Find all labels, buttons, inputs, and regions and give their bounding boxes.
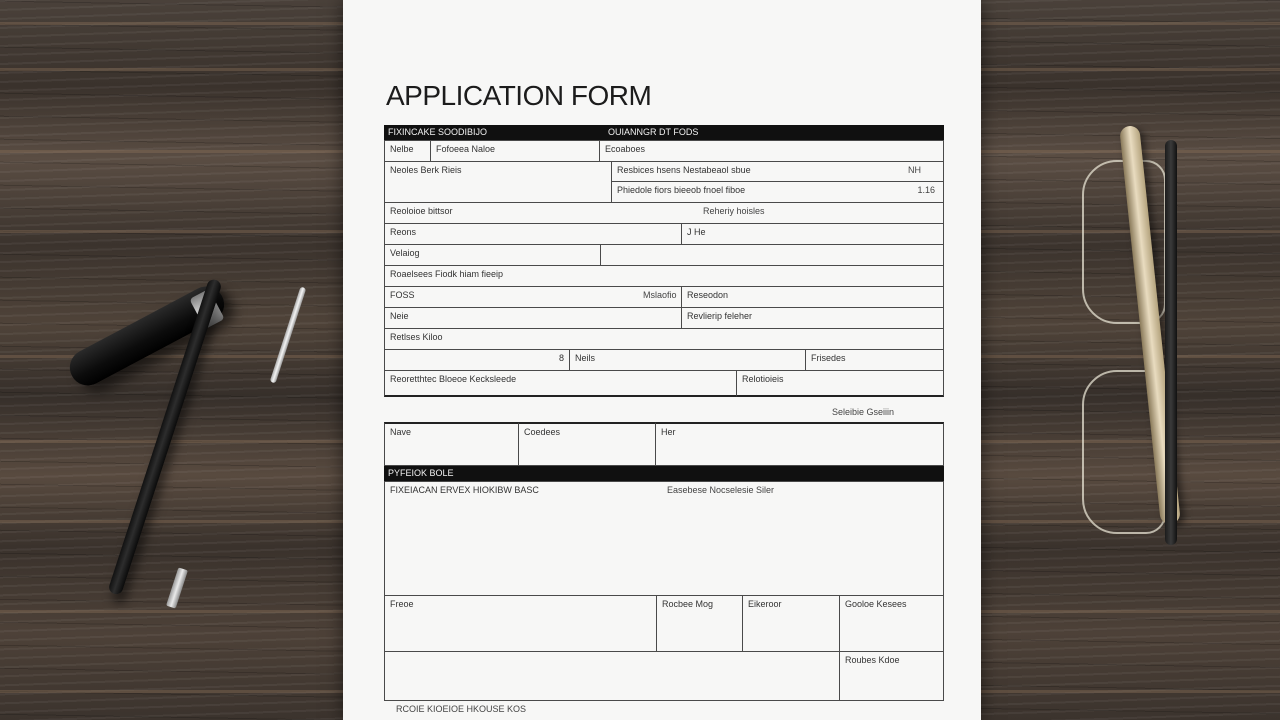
field-label[interactable] [611, 161, 944, 182]
field-label[interactable]: Eikeroor [742, 595, 840, 652]
signature-line: Seleibie Gseiiin [832, 407, 895, 417]
field-text: Reoloioe bittsor [390, 206, 453, 216]
application-form-paper [343, 0, 981, 720]
field-text: FOSS [390, 290, 415, 300]
field-label[interactable]: Relotioieis [736, 370, 944, 397]
field-input[interactable] [384, 651, 840, 701]
field-label[interactable]: Her [655, 422, 944, 466]
field-label[interactable]: Nave [384, 422, 519, 466]
field-label[interactable]: Gooloe Kesees [839, 595, 944, 652]
field-text: Mslaofio [643, 290, 677, 300]
field-label[interactable]: Rocbee Mog [656, 595, 743, 652]
field-text: Phiedole fiors bieeob fnoel fiboe [617, 185, 746, 195]
field-label[interactable]: Reons [384, 223, 682, 245]
field-label[interactable]: Fofoeea Naloe [430, 140, 600, 162]
form-title: APPLICATION FORM [386, 80, 652, 111]
section-header-right: OUIANNGR DT FODS [608, 127, 699, 137]
field-number: NH [908, 165, 921, 175]
field-label[interactable]: Roubes Kdoe [839, 651, 944, 701]
field-row[interactable] [384, 286, 682, 308]
field-label[interactable]: Freoe [384, 595, 657, 652]
field-label[interactable]: Neie [384, 307, 682, 329]
field-label[interactable]: Neoles Berk Rieis [384, 161, 612, 203]
pen-clip [270, 287, 307, 384]
footer-text: RCOIE KIOEIOE HKOUSE KOS [396, 704, 527, 714]
field-row[interactable] [384, 202, 944, 224]
section-header [384, 466, 944, 481]
field-text: FIXEIACAN ERVEX HIOKIBW BASC [390, 485, 539, 495]
field-label[interactable] [611, 181, 944, 203]
field-input[interactable] [600, 244, 944, 266]
pen-tip [166, 567, 188, 608]
text-area[interactable] [384, 481, 944, 596]
section-header [384, 125, 944, 140]
field-label[interactable]: Velaiog [384, 244, 601, 266]
field-number: 1.16 [917, 185, 935, 195]
field-label[interactable]: Coedees [518, 422, 656, 466]
field-label[interactable]: Reseodon [681, 286, 944, 308]
glasses-arm-dark [1165, 140, 1177, 545]
field-label[interactable]: Frisedes [805, 349, 944, 371]
section-header-left: PYFEIOK BOLE [388, 468, 454, 478]
field-text: Resbices hsens Nestabeaol sbue [617, 165, 751, 175]
field-label[interactable]: Retlses Kiloo [384, 328, 944, 350]
field-label[interactable]: Neils [569, 349, 806, 371]
field-label[interactable]: Reoretthtec Bloeoe Kecksleede [384, 370, 737, 397]
section-header-left: FIXINCAKE SOODIBIJO [388, 127, 488, 137]
field-label[interactable]: Revlierip feleher [681, 307, 944, 329]
field-label[interactable]: Roaelsees Fiodk hiam fieeip [384, 265, 944, 287]
field-label[interactable]: J He [681, 223, 944, 245]
field-text: Reheriy hoisles [703, 206, 765, 216]
field-label[interactable]: Nelbe [384, 140, 431, 162]
field-label[interactable]: Ecoaboes [599, 140, 944, 162]
field-text: Easebese Nocselesie Siler [667, 485, 775, 495]
field-label[interactable]: 8 [384, 349, 570, 371]
